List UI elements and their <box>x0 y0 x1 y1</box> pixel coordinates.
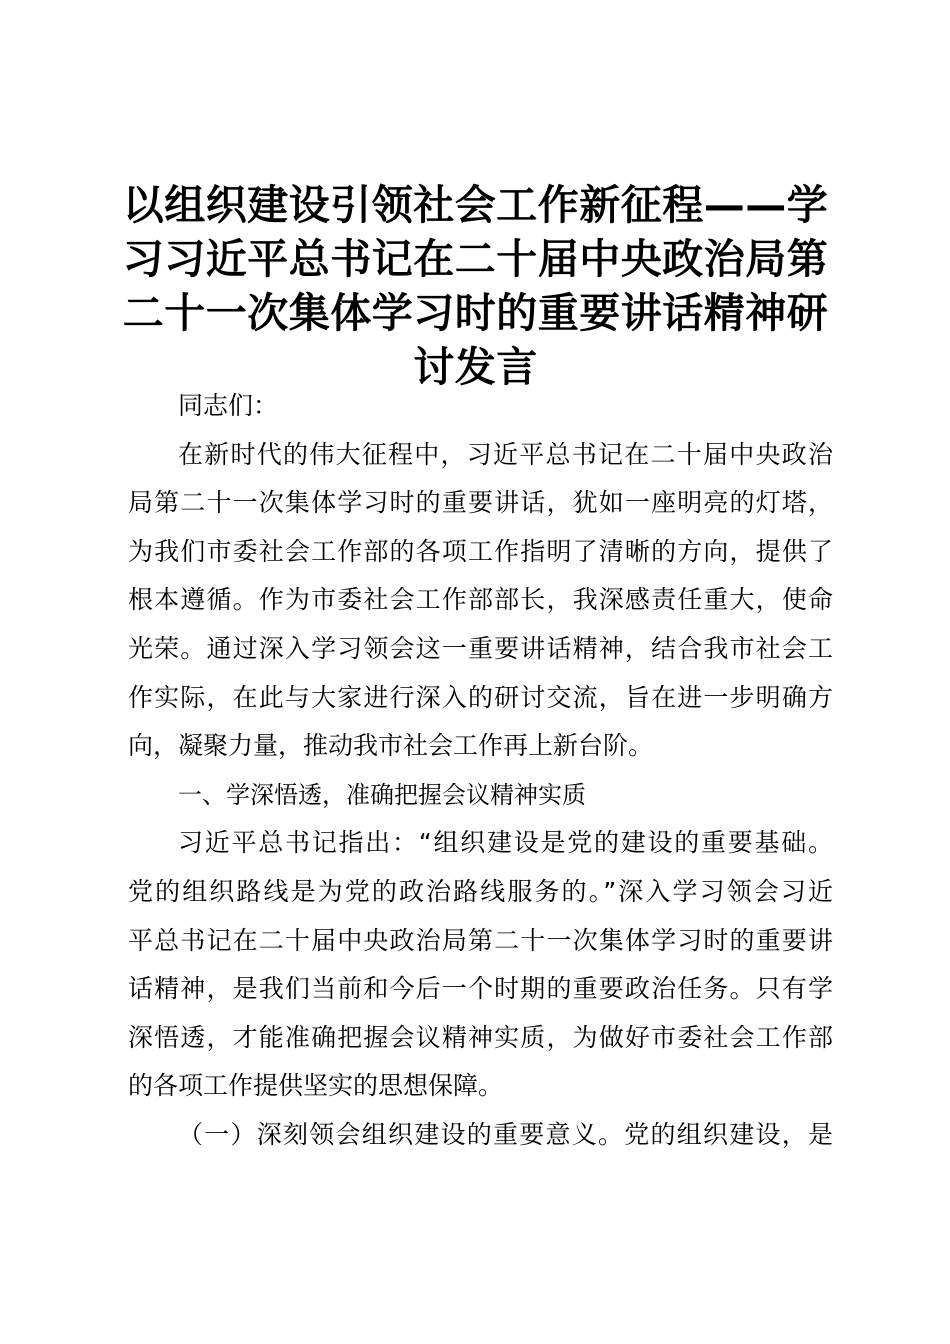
title-line: 讨发言 <box>413 343 538 391</box>
paragraph-line: 局第二十一次集体学习时的重要讲话，犹如一座明亮的灯塔， <box>128 488 833 518</box>
paragraph-line: 根本遵循。作为市委社会工作部部长，我深感责任重大，使命 <box>128 585 833 615</box>
paragraph-line: 深悟透，才能准确把握会议精神实质，为做好市委社会工作部 <box>128 1022 833 1052</box>
paragraph-line: 话精神，是我们当前和今后一个时期的重要政治任务。只有学 <box>128 974 833 1004</box>
paragraph-line: 的各项工作提供坚实的思想保障。 <box>128 1071 504 1101</box>
title-line: 二十一次集体学习时的重要讲话精神研 <box>122 289 829 337</box>
paragraph-line: 平总书记在二十届中央政治局第二十一次集体学习时的重要讲 <box>128 925 833 955</box>
paragraph-section1 <box>128 819 833 1111</box>
subsection-line: （一）深刻领会组织建设的重要意义。党的组织建设，是 <box>178 1119 833 1149</box>
paragraph-line: 为我们市委社会工作部的各项工作指明了清晰的方向，提供了 <box>128 536 833 566</box>
paragraph-line: 向，凝聚力量，推动我市社会工作再上新台阶。 <box>128 731 654 761</box>
section-heading: 一、学深悟透，准确把握会议精神实质 <box>178 780 586 809</box>
document-body <box>128 382 833 1160</box>
paragraph-line: 习近平总书记指出：“组织建设是党的建设的重要基础。 <box>178 828 833 858</box>
paragraph-line: 作实际，在此与大家进行深入的研讨交流，旨在进一步明确方 <box>128 682 833 712</box>
paragraph-line: 党的组织路线是为党的政治路线服务的。”深入学习领会习近 <box>128 876 833 906</box>
title-line: 习习近平总书记在二十届中央政治局第 <box>122 235 829 283</box>
paragraph-line: 在新时代的伟大征程中，习近平总书记在二十届中央政治 <box>178 439 833 469</box>
paragraph-line: 光荣。通过深入学习领会这一重要讲话精神，结合我市社会工 <box>128 633 833 663</box>
title-line: 以组织建设引领社会工作新征程——学 <box>122 181 829 229</box>
paragraph-intro <box>128 431 833 771</box>
document-title <box>118 178 833 394</box>
salutation: 同志们： <box>178 391 279 420</box>
